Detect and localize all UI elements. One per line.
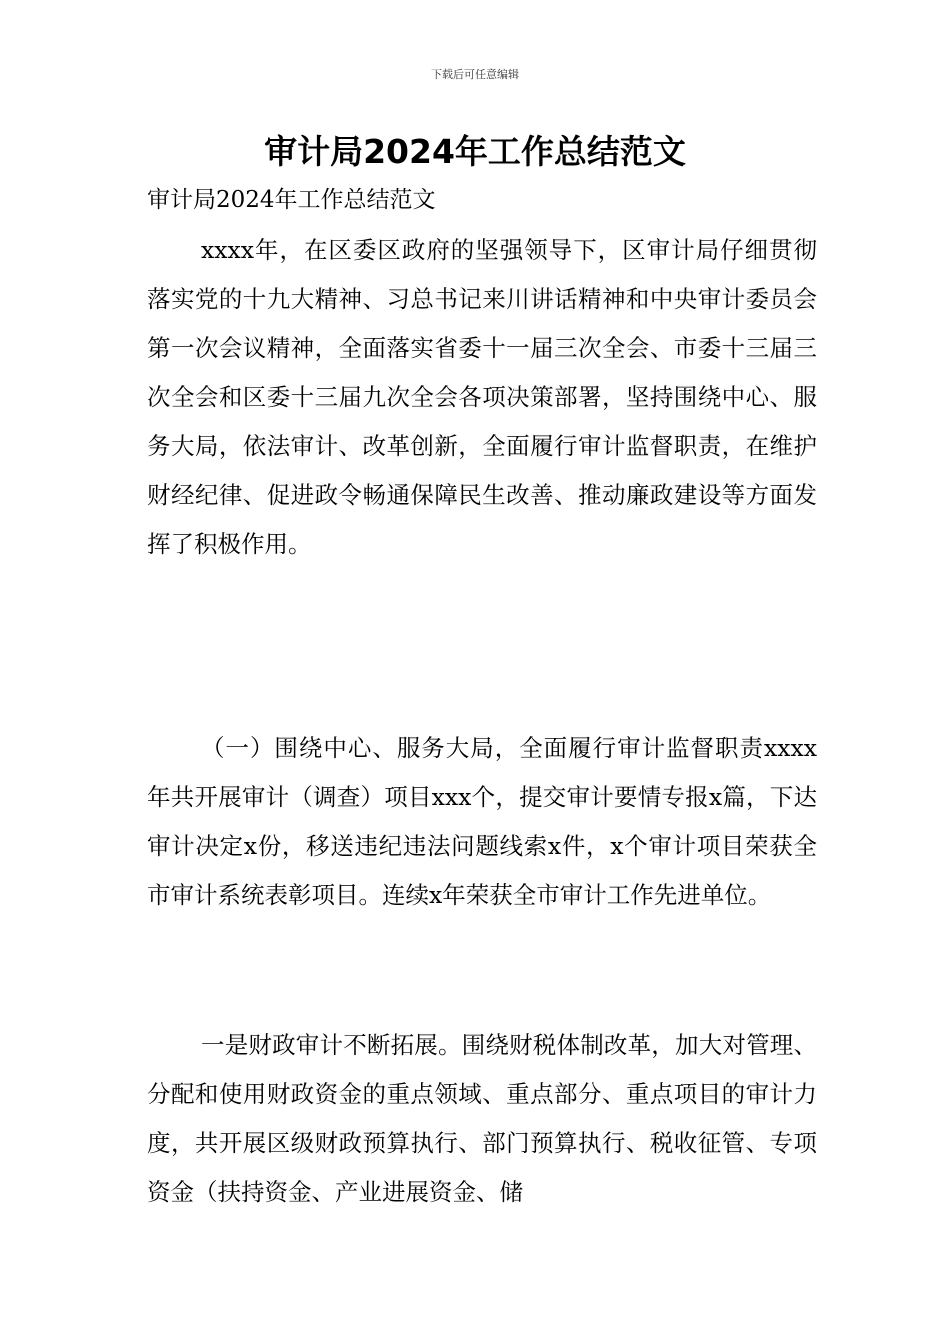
document-title: 审计局2024年工作总结范文: [264, 132, 686, 171]
body-paragraph-section-one: （一）围绕中心、服务大局，全面履行审计监督职责xxxx年共开展审计（调查）项目xxx个，提交审计要情专报x篇，下达审计决定x份，移送违纪违法问题线索x件，x个审计项目荣获全市审计系统表彰项目。连续x年荣获全市审计工作先进单位。: [147, 734, 817, 909]
body-paragraph-intro: xxxx年，在区委区政府的坚强领导下，区审计局仔细贯彻落实党的十九大精神、习总书记来川讲话精神和中央审计委员会第一次会议精神，全面落实省委十一届三次全会、市委十三届三次全会和区委十三届九次全会各项决策部署，坚持围绕中心、服务大局，依法审计、改革创新，全面履行审计监督职责，在维护财经纪律、促进政令畅通保障民生改善、推动廉政建设等方面发挥了积极作用。: [147, 236, 817, 558]
header-note: 下载后可任意编辑: [431, 68, 519, 81]
document-subtitle: 审计局2024年工作总结范文: [147, 187, 436, 213]
body-paragraph-fiscal-audit: 一是财政审计不断拓展。围绕财税体制改革，加大对管理、分配和使用财政资金的重点领域、重点部分、重点项目的审计力度，共开展区级财政预算执行、部门预算执行、税收征管、专项资金（扶持资金、产业进展资金、储: [147, 1031, 817, 1206]
